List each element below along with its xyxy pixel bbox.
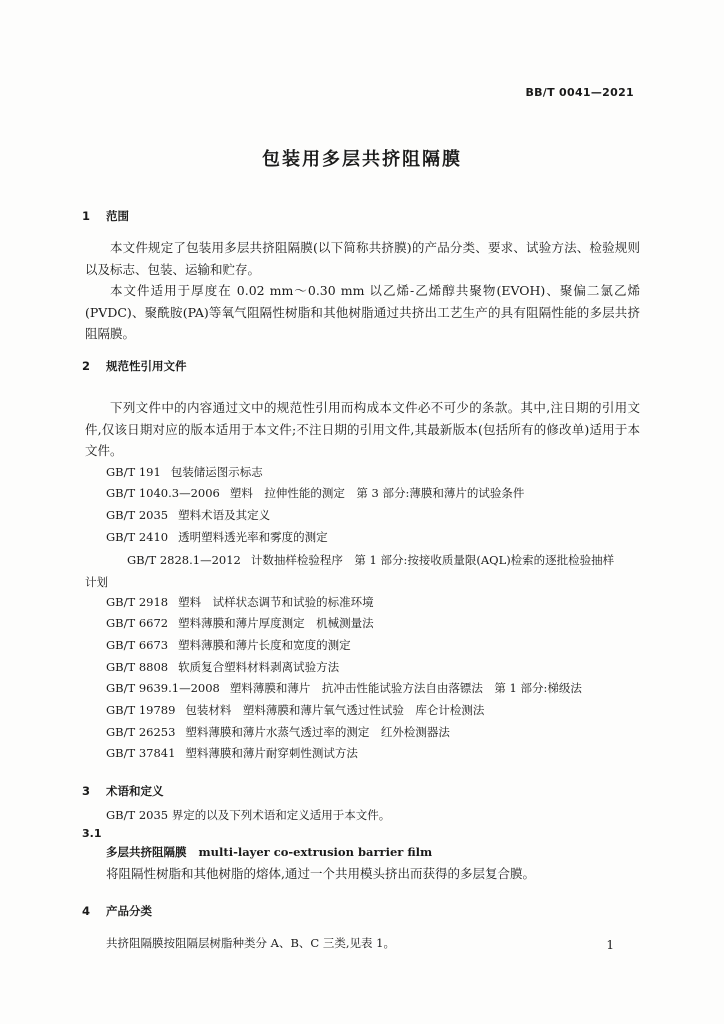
reference-item [106,594,374,610]
section-number: 4 [82,904,91,918]
section-1-heading [82,208,129,224]
section-3-intro: GB/T 2035 界定的以及下列术语和定义适用于本文件。 [106,808,391,822]
reference-title: 塑料薄膜和薄片水蒸气透过率的测定 红外检测器法 [185,725,450,739]
reference-item [106,702,484,718]
section-title: 规范性引用文件 [106,359,187,373]
reference-item [106,464,263,480]
reference-title: 塑料薄膜和薄片长度和宽度的测定 [178,638,351,652]
reference-code: GB/T 2035 [106,508,169,522]
reference-item [106,680,582,696]
reference-code: GB/T 1040.3—2006 [106,486,220,500]
reference-item [85,550,620,593]
section-3-heading [82,783,164,799]
reference-code: GB/T 26253 [106,725,176,739]
term-entry [106,844,432,860]
reference-title: 包装储运图示标志 [170,465,263,479]
section-1-paragraph-2: 本文件适用于厚度在 0.02 mm～0.30 mm 以乙烯-乙烯醇共聚物(EVOH)、聚偏二氯乙烯(PVDC)、聚酰胺(PA)等氧气阻隔性树脂和其他树脂通过共挤出工艺生产的具有阻隔性能的多层共挤阻隔膜。 [85,283,640,341]
reference-code: GB/T 2828.1—2012 [127,553,241,567]
term-definition: 将阻隔性树脂和其他树脂的熔体,通过一个共用模头挤出而获得的多层复合膜。 [106,866,535,881]
reference-item [106,659,339,675]
term-chinese: 多层共挤阻隔膜 [106,845,187,859]
reference-code: GB/T 6672 [106,616,169,630]
section-4-intro: 共挤阻隔膜按阻隔层树脂种类分 A、B、C 三类,见表 1。 [106,936,395,950]
reference-title: 塑料薄膜和薄片厚度测定 机械测量法 [178,616,374,630]
reference-item [106,507,270,523]
standard-code: BB/T 0041—2021 [525,86,634,99]
reference-title: 塑料术语及其定义 [178,508,271,522]
reference-code: GB/T 6673 [106,638,169,652]
reference-item [106,724,450,740]
reference-title: 包装材料 塑料薄膜和薄片氧气透过性试验 库仑计检测法 [185,703,485,717]
reference-item [106,637,351,653]
section-number: 2 [82,359,91,373]
reference-item [106,529,328,545]
reference-code: GB/T 8808 [106,660,169,674]
term-english: multi-layer co-extrusion barrier film [198,845,433,859]
section-title: 范围 [106,209,129,223]
document-title: 包装用多层共挤阻隔膜 [262,149,462,170]
reference-title: 塑料 试样状态调节和试验的标准环境 [178,595,374,609]
section-number: 1 [82,209,91,223]
section-1-paragraph-1: 本文件规定了包装用多层共挤阻隔膜(以下简称共挤膜)的产品分类、要求、试验方法、检验规则以及标志、包装、运输和贮存。 [85,240,640,277]
section-number: 3 [82,784,91,798]
reference-title: 透明塑料透光率和雾度的测定 [178,530,328,544]
reference-title: 软质复合塑料材料剥离试验方法 [178,660,340,674]
reference-code: GB/T 37841 [106,746,176,760]
page-number: 1 [606,938,614,952]
reference-item [106,485,524,501]
section-4-heading [82,903,152,919]
section-title: 产品分类 [106,904,152,918]
reference-title: 计数抽样检验程序 第 1 部分:按接收质量限(AQL)检索的逐批检验抽样计划 [85,553,615,589]
reference-title: 塑料薄膜和薄片耐穿刺性测试方法 [185,746,358,760]
reference-code: GB/T 2410 [106,530,169,544]
reference-item [106,615,374,631]
reference-item [106,745,358,761]
reference-code: GB/T 19789 [106,703,176,717]
reference-title: 塑料 拉伸性能的测定 第 3 部分:薄膜和薄片的试验条件 [229,486,525,500]
section-2-intro: 下列文件中的内容通过文中的规范性引用而构成本文件必不可少的条款。其中,注日期的引用文件,仅该日期对应的版本适用于本文件;不注日期的引用文件,其最新版本(包括所有的修改单)适用于本文件。 [85,400,640,458]
section-title: 术语和定义 [106,784,164,798]
reference-code: GB/T 2918 [106,595,169,609]
reference-code: GB/T 9639.1—2008 [106,681,220,695]
section-2-heading [82,358,187,374]
reference-code: GB/T 191 [106,465,161,479]
reference-title: 塑料薄膜和薄片 抗冲击性能试验方法自由落镖法 第 1 部分:梯级法 [229,681,582,695]
term-number: 3.1 [82,827,102,840]
